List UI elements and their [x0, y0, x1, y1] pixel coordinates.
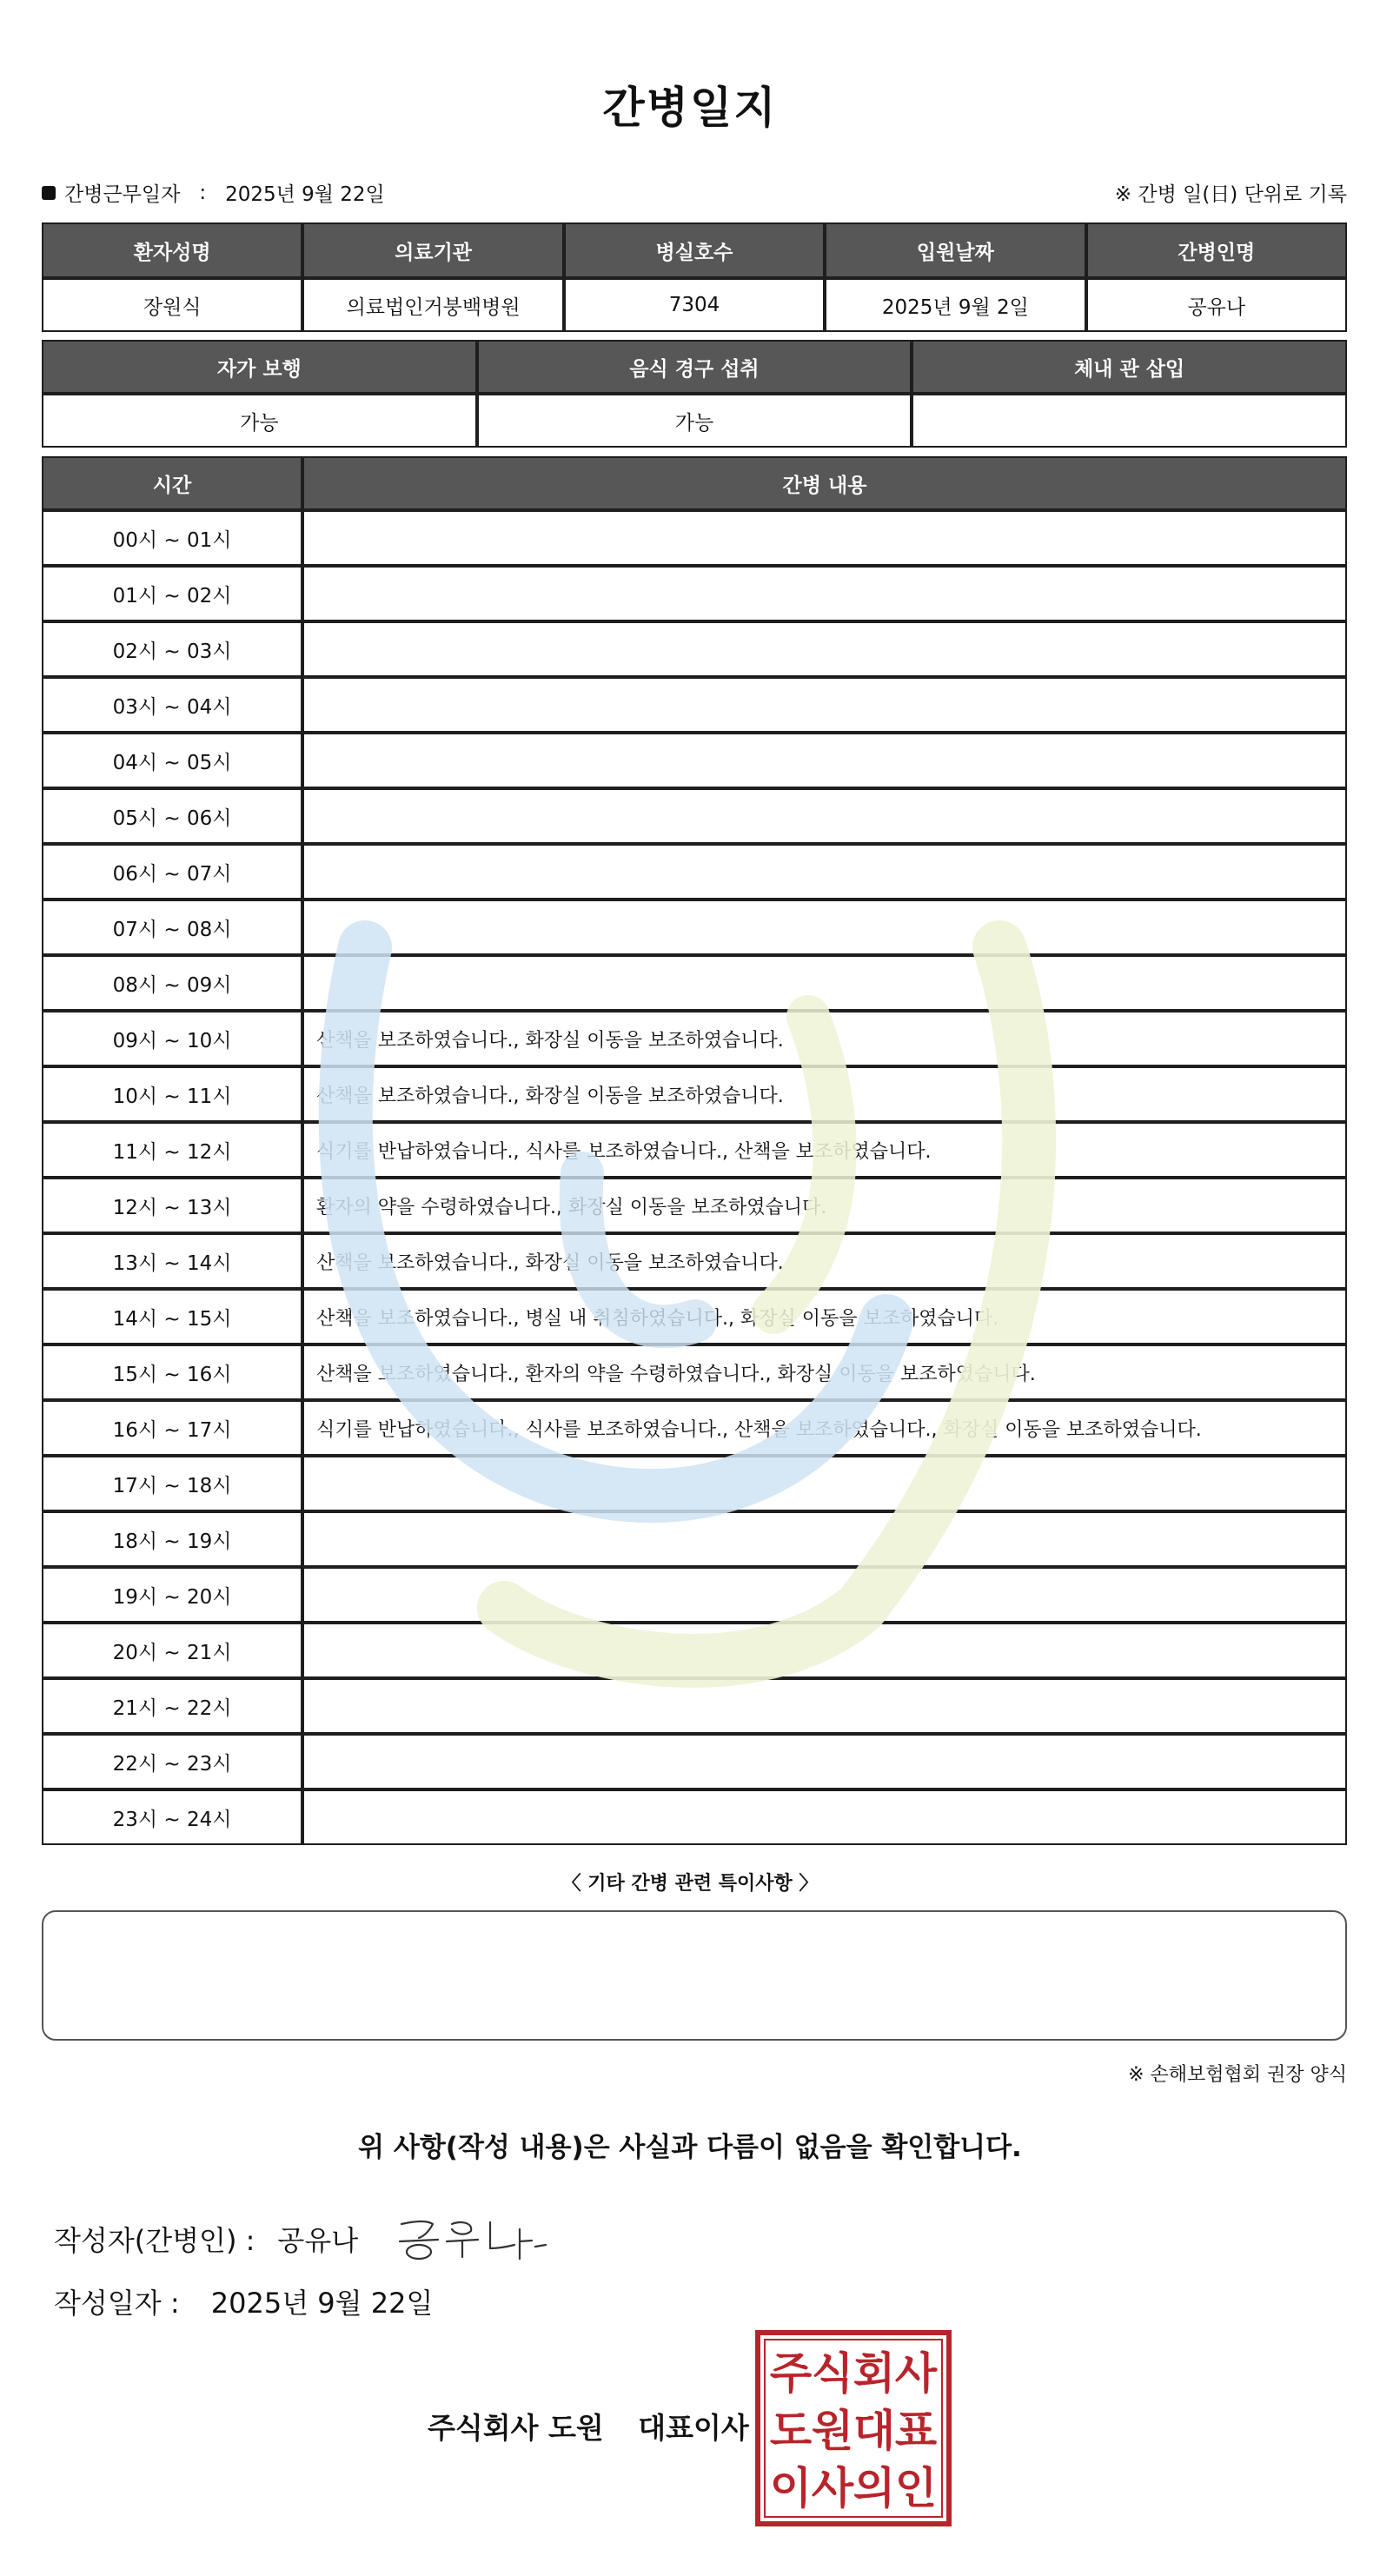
log-row: [42, 1233, 1347, 1289]
log-time-cell: 23시 ~ 24시: [42, 1789, 302, 1845]
writer-name: 공유나: [277, 2224, 359, 2257]
log-time-cell: 20시 ~ 21시: [42, 1623, 302, 1678]
value-oral-intake: 가능: [477, 394, 912, 448]
header-institution: 의료기관: [302, 222, 563, 278]
log-row: [42, 1511, 1347, 1567]
log-row: [42, 1344, 1347, 1400]
recommended-form-note: ※ 손해보험협회 권장 양식: [1128, 2064, 1347, 2086]
log-time-cell: 09시 ~ 10시: [42, 1011, 302, 1066]
status-header-row: [42, 340, 1347, 394]
log-row: [42, 1289, 1347, 1344]
log-content-cell: [302, 621, 1347, 677]
header-tube: 체내 관 삽입: [912, 340, 1347, 394]
record-unit-note: ※ 간병 일(日) 단위로 기록: [1114, 183, 1347, 206]
log-content-cell: 식기를 반납하였습니다., 식사를 보조하였습니다., 산책을 보조하였습니다., 화장실 이동을 보조하였습니다.: [302, 1400, 1347, 1456]
header-walking: 자가 보행: [42, 340, 477, 394]
work-date-label: 간병근무일자: [64, 183, 181, 206]
log-content-cell: [302, 1789, 1347, 1845]
log-row: [42, 1567, 1347, 1623]
work-date-row: [42, 178, 385, 207]
value-walking: 가능: [42, 394, 477, 448]
log-time-cell: 08시 ~ 09시: [42, 955, 302, 1011]
log-time-cell: 00시 ~ 01시: [42, 510, 302, 566]
special-notes-box: [42, 1910, 1347, 2041]
svg-text:사: 사: [811, 2463, 854, 2513]
log-time-cell: 06시 ~ 07시: [42, 844, 302, 900]
company-name: 주식회사 도원: [428, 2411, 604, 2445]
patient-value-row: [42, 278, 1347, 332]
written-date-label: 작성일자 :: [54, 2287, 180, 2320]
log-time-cell: 17시 ~ 18시: [42, 1456, 302, 1511]
value-patient-name: 장원식: [42, 278, 302, 332]
log-content-cell: [302, 1567, 1347, 1623]
svg-text:사: 사: [894, 2348, 938, 2399]
value-tube: [912, 394, 1347, 448]
log-row: [42, 1789, 1347, 1845]
log-row: [42, 733, 1347, 788]
log-content-cell: [302, 1456, 1347, 1511]
care-log-table: [42, 456, 1347, 1845]
work-date-separator: :: [199, 181, 207, 204]
log-time-cell: 05시 ~ 06시: [42, 788, 302, 844]
document-title: 간병일지: [602, 83, 778, 133]
log-content-cell: [302, 1678, 1347, 1734]
log-row: [42, 1178, 1347, 1233]
log-time-cell: 11시 ~ 12시: [42, 1122, 302, 1178]
log-row: [42, 1066, 1347, 1122]
log-time-cell: 03시 ~ 04시: [42, 677, 302, 733]
svg-text:이: 이: [769, 2463, 813, 2513]
written-date-row: [54, 2281, 433, 2321]
log-content-cell: [302, 844, 1347, 900]
log-content-cell: [302, 733, 1347, 788]
log-row: [42, 900, 1347, 955]
value-admission-date: 2025년 9월 2일: [825, 278, 1085, 332]
log-content-cell: [302, 1511, 1347, 1567]
log-content-cell: [302, 566, 1347, 621]
status-table: [42, 340, 1347, 448]
log-row: [42, 1456, 1347, 1511]
confirmation-statement: 위 사항(작성 내용)은 사실과 다름이 없음을 확인합니다.: [358, 2132, 1022, 2163]
log-row: [42, 844, 1347, 900]
log-content-cell: 식기를 반납하였습니다., 식사를 보조하였습니다., 산책을 보조하였습니다.: [302, 1122, 1347, 1178]
header-admission-date: 입원날짜: [825, 222, 1085, 278]
log-content-cell: 산책을 보조하였습니다., 환자의 약을 수령하였습니다., 화장실 이동을 보조하였습니다.: [302, 1344, 1347, 1400]
writer-row: [54, 2212, 549, 2266]
log-time-cell: 04시 ~ 05시: [42, 733, 302, 788]
log-row: [42, 1011, 1347, 1066]
log-time-cell: 21시 ~ 22시: [42, 1678, 302, 1734]
svg-text:원: 원: [811, 2406, 854, 2456]
log-time-cell: 10시 ~ 11시: [42, 1066, 302, 1122]
value-caregiver: 공유나: [1086, 278, 1347, 332]
svg-text:대: 대: [853, 2406, 896, 2456]
svg-text:식: 식: [811, 2348, 854, 2399]
log-row: [42, 621, 1347, 677]
bullet-square-icon: [42, 186, 56, 200]
log-time-cell: 19시 ~ 20시: [42, 1567, 302, 1623]
patient-header-row: [42, 222, 1347, 278]
log-content-cell: 산책을 보조하였습니다., 화장실 이동을 보조하였습니다.: [302, 1233, 1347, 1289]
log-content-cell: 산책을 보조하였습니다., 병실 내 취침하였습니다., 화장실 이동을 보조하였습니다.: [302, 1289, 1347, 1344]
log-row: [42, 955, 1347, 1011]
svg-text:주: 주: [769, 2348, 813, 2399]
work-date-value: 2025년 9월 22일: [225, 183, 385, 206]
log-header-row: [42, 456, 1347, 510]
log-time-cell: 14시 ~ 15시: [42, 1289, 302, 1344]
written-date-value: 2025년 9월 22일: [210, 2287, 434, 2320]
svg-text:인: 인: [894, 2463, 938, 2513]
value-institution: 의료법인거붕백병원: [302, 278, 563, 332]
header-patient-name: 환자성명: [42, 222, 302, 278]
log-body: [42, 510, 1347, 1845]
company-seal-stamp: [754, 2329, 952, 2527]
log-content-cell: [302, 510, 1347, 566]
log-content-cell: 산책을 보조하였습니다., 화장실 이동을 보조하였습니다.: [302, 1011, 1347, 1066]
status-value-row: [42, 394, 1347, 448]
header-oral-intake: 음식 경구 섭취: [477, 340, 912, 394]
writer-label: 작성자(간병인) :: [54, 2224, 255, 2257]
log-row: [42, 566, 1347, 621]
patient-info-table: [42, 222, 1347, 332]
log-content-cell: [302, 955, 1347, 1011]
log-content-cell: 환자의 약을 수령하였습니다., 화장실 이동을 보조하였습니다.: [302, 1178, 1347, 1233]
log-time-cell: 13시 ~ 14시: [42, 1233, 302, 1289]
log-content-cell: [302, 677, 1347, 733]
log-time-cell: 02시 ~ 03시: [42, 621, 302, 677]
log-time-cell: 15시 ~ 16시: [42, 1344, 302, 1400]
header-care-content: 간병 내용: [302, 456, 1347, 510]
log-time-cell: 12시 ~ 13시: [42, 1178, 302, 1233]
log-content-cell: [302, 1623, 1347, 1678]
log-time-cell: 22시 ~ 23시: [42, 1734, 302, 1789]
company-row: [428, 2406, 749, 2447]
svg-text:회: 회: [853, 2348, 896, 2399]
log-content-cell: 산책을 보조하였습니다., 화장실 이동을 보조하였습니다.: [302, 1066, 1347, 1122]
log-row: [42, 1400, 1347, 1456]
svg-text:표: 표: [894, 2406, 938, 2456]
header-room: 병실호수: [564, 222, 825, 278]
log-row: [42, 510, 1347, 566]
log-row: [42, 1678, 1347, 1734]
log-row: [42, 1623, 1347, 1678]
log-row: [42, 788, 1347, 844]
header-time: 시간: [42, 456, 302, 510]
log-content-cell: [302, 900, 1347, 955]
log-content-cell: [302, 1734, 1347, 1789]
log-time-cell: 16시 ~ 17시: [42, 1400, 302, 1456]
svg-text:도: 도: [769, 2406, 813, 2456]
value-room: 7304: [564, 278, 825, 332]
company-role: 대표이사: [638, 2411, 749, 2445]
handwritten-signature: [393, 2212, 549, 2266]
log-time-cell: 18시 ~ 19시: [42, 1511, 302, 1567]
log-row: [42, 1734, 1347, 1789]
special-notes-title: 〈 기타 간병 관련 특이사항 〉: [561, 1873, 819, 1895]
svg-text:의: 의: [853, 2463, 896, 2513]
log-time-cell: 01시 ~ 02시: [42, 566, 302, 621]
header-caregiver: 간병인명: [1086, 222, 1347, 278]
log-row: [42, 677, 1347, 733]
log-content-cell: [302, 788, 1347, 844]
log-row: [42, 1122, 1347, 1178]
log-time-cell: 07시 ~ 08시: [42, 900, 302, 955]
